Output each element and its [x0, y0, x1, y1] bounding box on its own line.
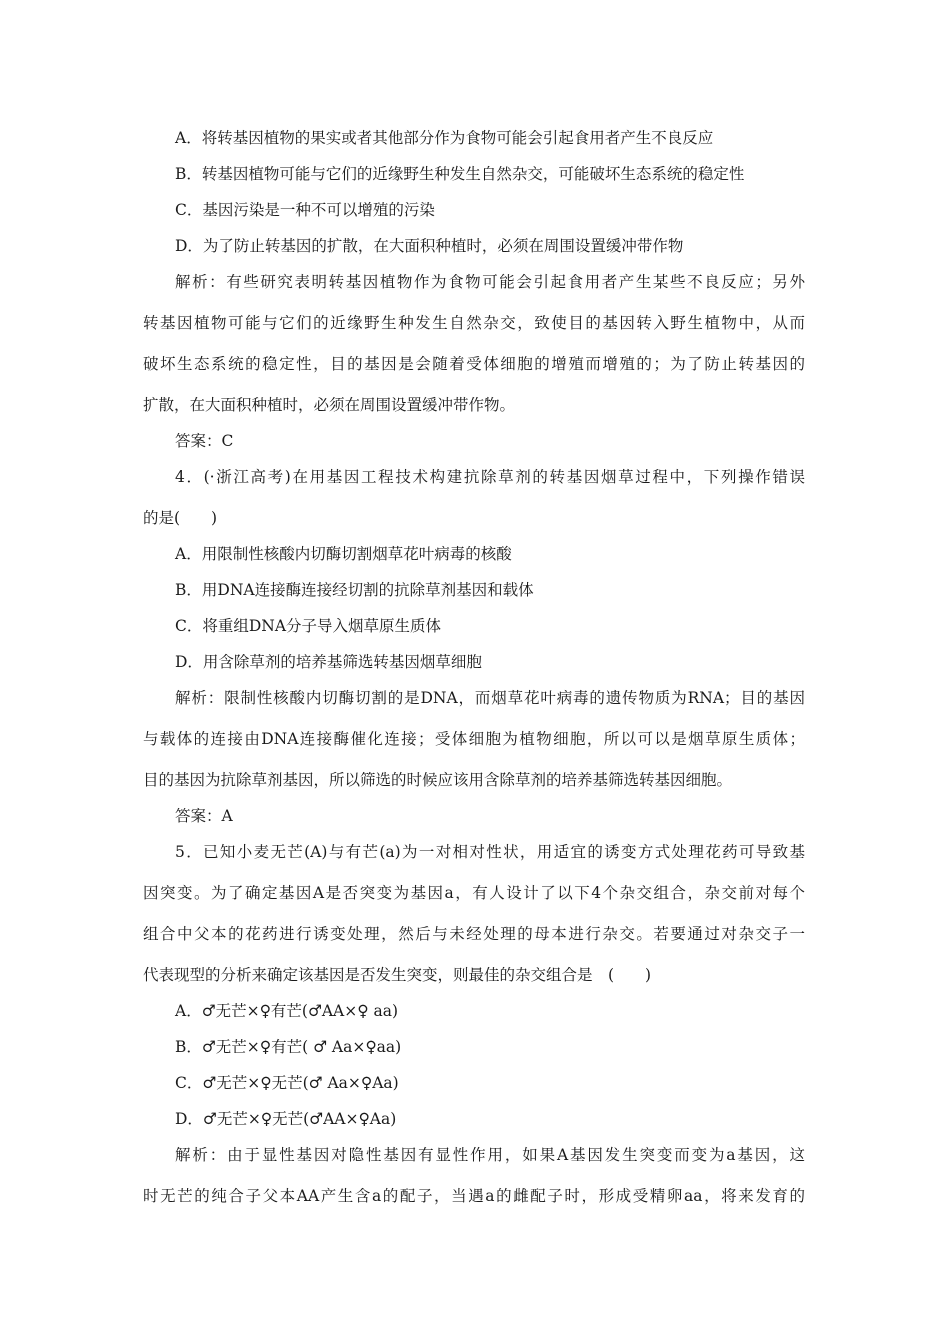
q3-explanation-line-3: 破坏生态系统的稳定性，目的基因是会随着受体细胞的增殖而增殖的；为了防止转基因的: [143, 355, 805, 373]
q5-stem-line-2: 因突变。为了确定基因A是否突变为基因a，有人设计了以下4个杂交组合，杂交前对每个: [143, 884, 805, 902]
q4-answer: 答案：A: [175, 807, 233, 825]
q3-option-c: C．基因污染是一种不可以增殖的污染: [175, 201, 435, 219]
q3-answer: 答案：C: [175, 432, 234, 450]
q4-explanation-line-3: 目的基因为抗除草剂基因，所以筛选的时候应该用含除草剂的培养基筛选转基因细胞。: [143, 771, 733, 789]
q5-option-a: A．♂无芒×♀有芒(♂AA×♀ aa): [175, 1002, 399, 1020]
q4-explanation-line-1: 解析：限制性核酸内切酶切割的是DNA，而烟草花叶病毒的遗传物质为RNA；目的基因: [175, 689, 805, 707]
q3-option-b: B．转基因植物可能与它们的近缘野生种发生自然杂交，可能破坏生态系统的稳定性: [175, 165, 745, 183]
q3-explanation-line-1: 解析：有些研究表明转基因植物作为食物可能会引起食用者产生某些不良反应；另外: [175, 273, 805, 291]
q3-option-d: D．为了防止转基因的扩散，在大面积种植时，必须在周围设置缓冲带作物: [175, 237, 684, 255]
q5-explanation-line-1: 解析：由于显性基因对隐性基因有显性作用，如果A基因发生突变而变为a基因，这: [175, 1146, 805, 1164]
q4-stem-line-2: 的是( ): [143, 509, 218, 527]
q5-option-d: D．♂无芒×♀无芒(♂AA×♀Aa): [175, 1110, 397, 1128]
q5-stem-line-1: 5．已知小麦无芒(A)与有芒(a)为一对相对性状，用适宜的诱变方式处理花药可导致基: [175, 843, 805, 861]
q5-option-b: B．♂无芒×♀有芒( ♂ Aa×♀aa): [175, 1038, 402, 1056]
q4-option-a: A．用限制性核酸内切酶切割烟草花叶病毒的核酸: [175, 545, 512, 563]
q3-option-a: A．将转基因植物的果实或者其他部分作为食物可能会引起食用者产生不良反应: [175, 129, 714, 147]
q4-option-b: B．用DNA连接酶连接经切割的抗除草剂基因和载体: [175, 581, 534, 599]
q5-explanation-line-2: 时无芒的纯合子父本AA产生含a的配子，当遇a的雌配子时，形成受精卵aa，将来发育的: [143, 1187, 805, 1205]
q4-stem-line-1: 4．(·浙江高考)在用基因工程技术构建抗除草剂的转基因烟草过程中，下列操作错误: [175, 468, 805, 486]
q5-option-c: C．♂无芒×♀无芒(♂ Aa×♀Aa): [175, 1074, 399, 1092]
q5-stem-line-3: 组合中父本的花药进行诱变处理，然后与未经处理的母本进行杂交。若要通过对杂交子一: [143, 925, 805, 943]
q3-explanation-line-4: 扩散，在大面积种植时，必须在周围设置缓冲带作物。: [143, 396, 516, 414]
q4-option-d: D．用含除草剂的培养基筛选转基因烟草细胞: [175, 653, 482, 671]
q4-explanation-line-2: 与载体的连接由DNA连接酶催化连接；受体细胞为植物细胞，所以可以是烟草原生质体；: [143, 730, 805, 748]
q5-stem-line-4: 代表现型的分析来确定该基因是否发生突变，则最佳的杂交组合是 ( ): [143, 966, 652, 984]
q4-option-c: C．将重组DNA分子导入烟草原生质体: [175, 617, 442, 635]
q3-explanation-line-2: 转基因植物可能与它们的近缘野生种发生自然杂交，致使目的基因转入野生植物中，从而: [143, 314, 805, 332]
